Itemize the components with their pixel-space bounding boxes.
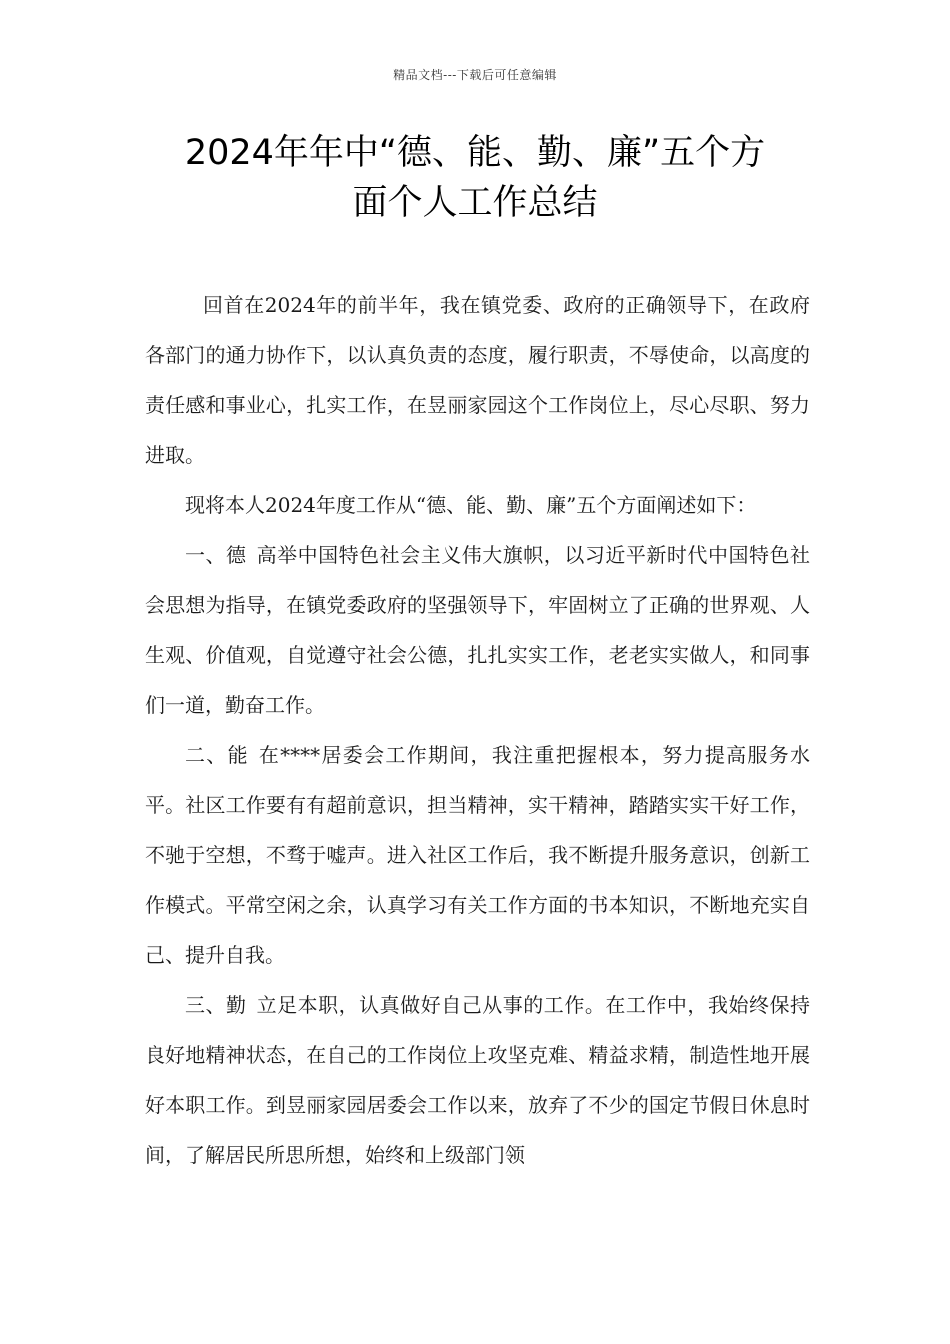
paragraph-text: 立足本职，认真做好自己从事的工作。在工作中，我始终保持良好地精神状态，在自己的工作岗位上攻坚克难、精益求精，制造性地开展好本职工作。到昱丽家园居委会工作以来，放弃了不少的国定节假日休息时间，了解居民所思所想，始终和上级部门领 — [145, 993, 811, 1167]
title-line-1: 2024年年中“德、能、勤、廉”五个方 — [184, 133, 766, 173]
title-line-2: 面个人工作总结 — [352, 183, 598, 223]
paragraph-text: 现将本人2024年度工作从“德、能、勤、廉”五个方面阐述如下： — [185, 493, 757, 517]
paragraph-qin — [145, 980, 810, 1180]
document-body — [145, 280, 810, 1180]
paragraph-text: 在****居委会工作期间，我注重把握根本，努力提高服务水平。社区工作要有有超前意识，担当精神，实干精神，踏踏实实干好工作，不驰于空想，不骛于嘘声。进入社区工作后，我不断提升服务意识，创新工作模式。平常空闲之余，认真学习有关工作方面的书本知识，不断地充实自己、提升自我。 — [145, 743, 811, 967]
paragraph-overview — [145, 480, 810, 530]
section-heading: 二、能 — [185, 743, 249, 767]
paragraph-neng — [145, 730, 810, 980]
page-title — [110, 128, 840, 228]
paragraph-text: 高举中国特色社会主义伟大旗帜，以习近平新时代中国特色社会思想为指导，在镇党委政府的坚强领导下，牢固树立了正确的世界观、人生观、价值观，自觉遵守社会公德，扎扎实实工作，老老实实做人，和同事们一道，勤奋工作。 — [145, 543, 811, 717]
section-heading: 三、勤 — [185, 993, 247, 1017]
section-heading: 一、德 — [185, 543, 247, 567]
paragraph-intro — [145, 280, 810, 480]
paragraph-de — [145, 530, 810, 730]
header-note: 精品文档---下载后可任意编辑 — [393, 68, 557, 82]
paragraph-text: 回首在2024年的前半年，我在镇党委、政府的正确领导下，在政府各部门的通力协作下，以认真负责的态度，履行职责，不辱使命，以高度的责任感和事业心，扎实工作，在昱丽家园这个工作岗位上，尽心尽职、努力进取。 — [145, 293, 810, 467]
